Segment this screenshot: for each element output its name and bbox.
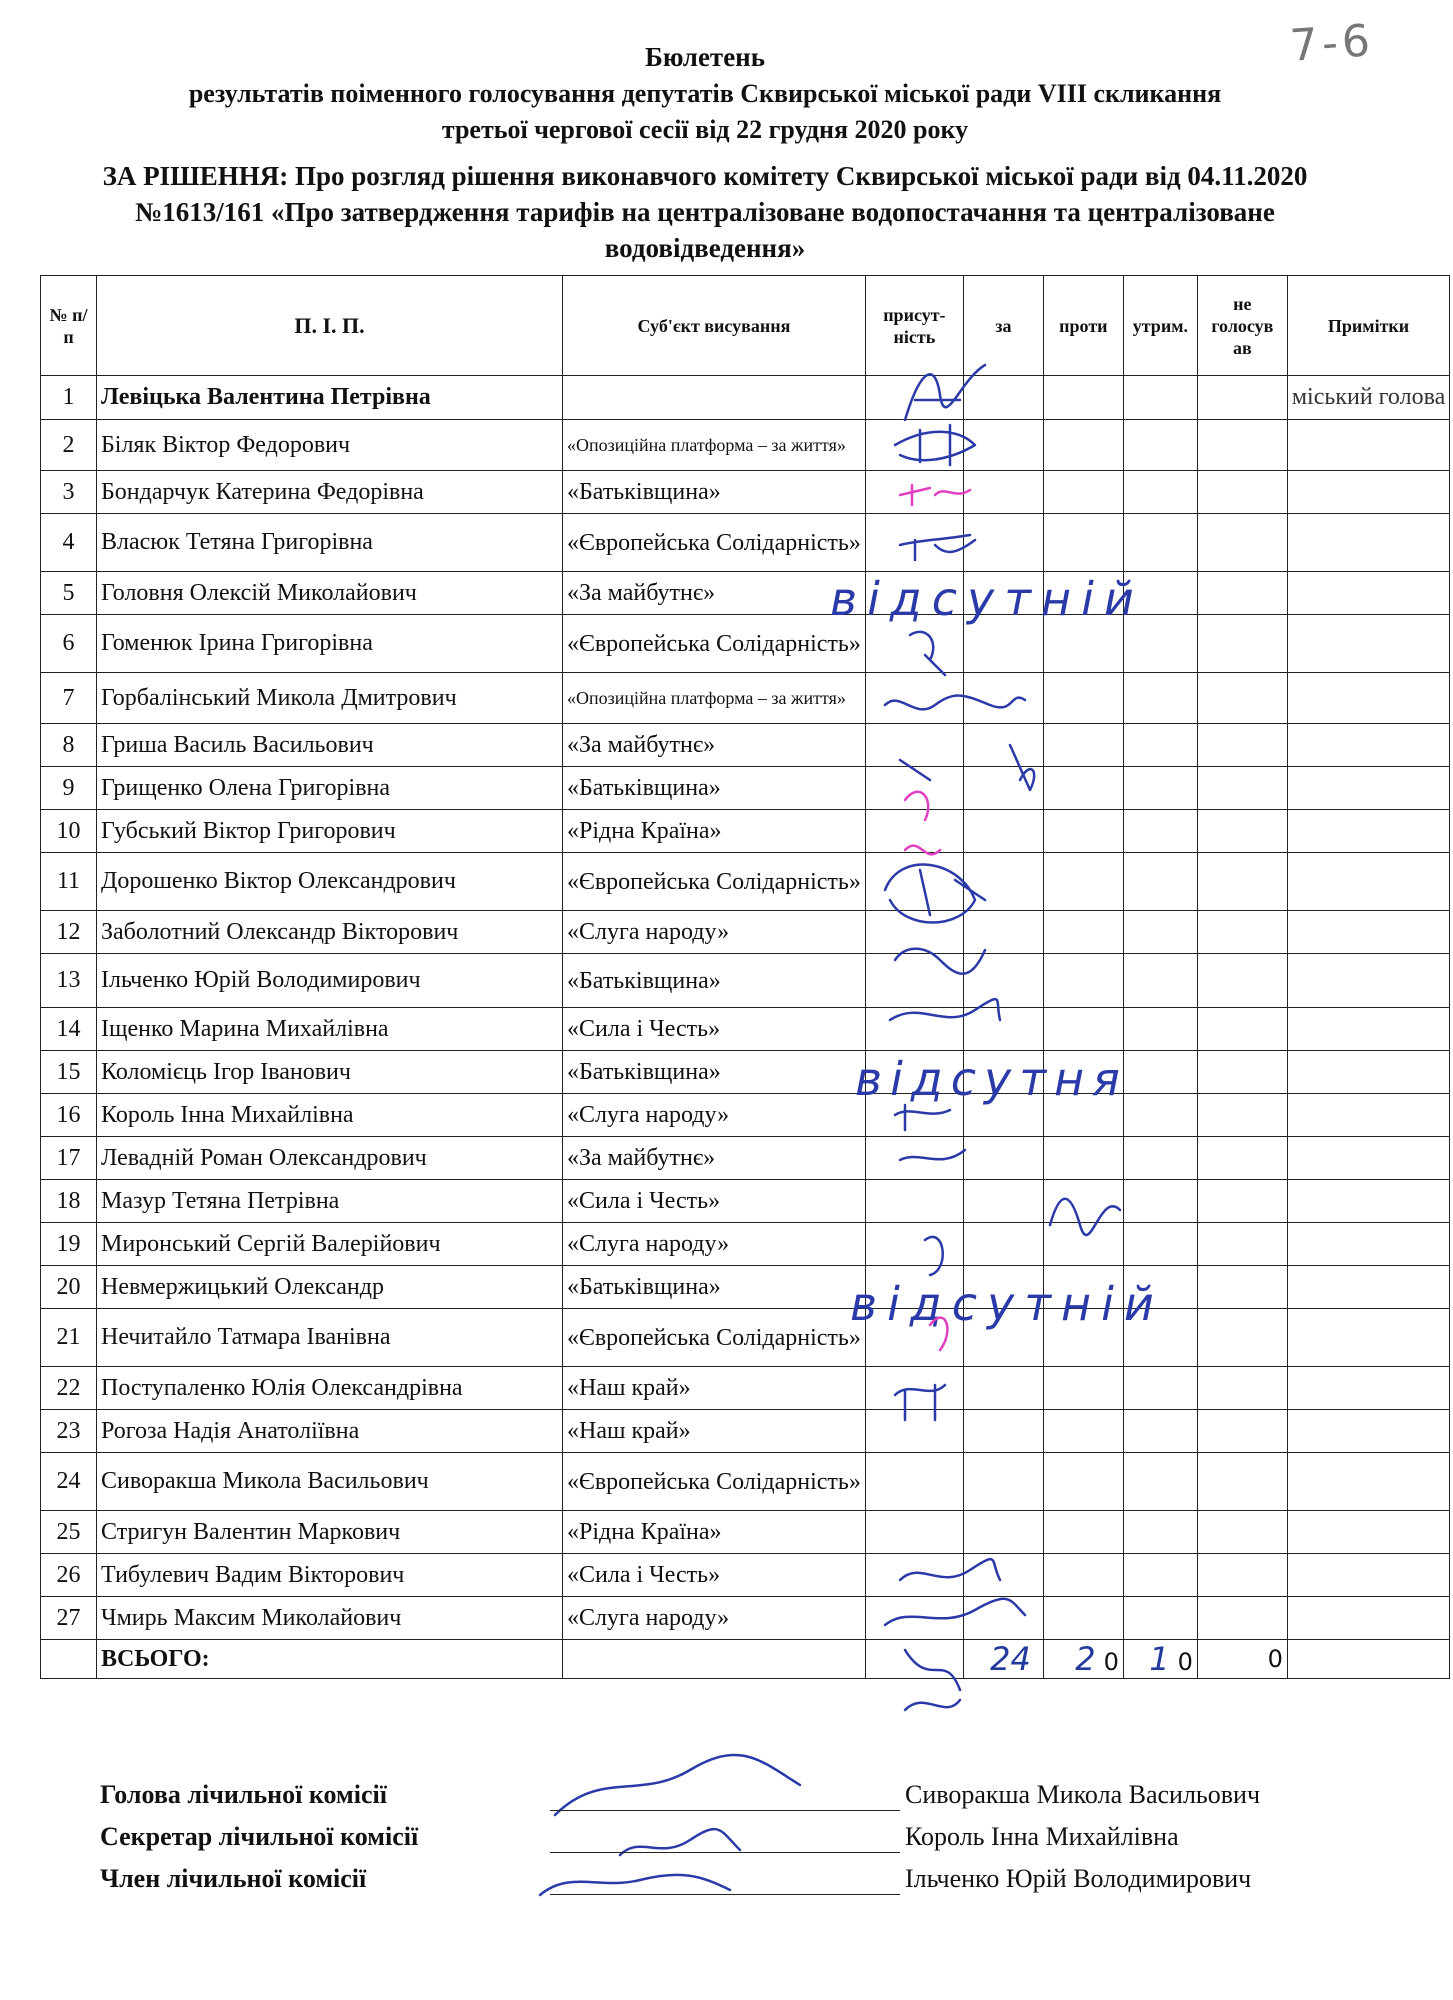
total-row — [41, 1640, 1450, 1679]
row-number: 11 — [41, 853, 97, 911]
vote-against-cell — [1043, 1597, 1123, 1640]
row-note — [1287, 1180, 1449, 1223]
deputy-name: Мазур Тетяна Петрівна — [97, 1180, 563, 1223]
not-voted-cell — [1197, 853, 1287, 911]
table-row — [41, 1554, 1450, 1597]
not-voted-cell — [1197, 911, 1287, 954]
not-voted-cell — [1197, 615, 1287, 673]
row-note — [1287, 420, 1449, 471]
deputy-name: Гоменюк Ірина Григорівна — [97, 615, 563, 673]
deputy-name: Левіцька Валентина Петрівна — [97, 376, 563, 420]
row-number: 15 — [41, 1051, 97, 1094]
deputy-name: Гриша Василь Васильович — [97, 724, 563, 767]
party-nominee: «Сила і Честь» — [563, 1554, 866, 1597]
member-label: Член лічильної комісії — [100, 1864, 367, 1893]
vote-abstain-cell — [1123, 1137, 1197, 1180]
party-nominee: «Європейська Солідарність» — [563, 1309, 866, 1367]
sig-chair — [555, 1755, 800, 1815]
not-voted-cell — [1197, 673, 1287, 724]
absent-mark-14: відсутня — [855, 1052, 1128, 1106]
vote-for-cell — [963, 724, 1043, 767]
present-cell — [865, 1410, 963, 1453]
row-note — [1287, 810, 1449, 853]
col-name: П. І. П. — [97, 276, 563, 376]
row-note — [1287, 853, 1449, 911]
table-row — [41, 471, 1450, 514]
vote-abstain-cell — [1123, 954, 1197, 1008]
total-notes — [1287, 1640, 1449, 1679]
absent-mark-5: відсутній — [830, 572, 1144, 626]
vote-against-cell — [1043, 420, 1123, 471]
vote-abstain-cell — [1123, 853, 1197, 911]
table-row — [41, 1367, 1450, 1410]
deputy-name: Бондарчук Катерина Федорівна — [97, 471, 563, 514]
vote-against-cell — [1043, 471, 1123, 514]
vote-abstain-cell — [1123, 1051, 1197, 1094]
vote-for-cell — [963, 376, 1043, 420]
deputy-name: Рогоза Надія Анатоліївна — [97, 1410, 563, 1453]
total-against-hand: 2 — [1075, 1640, 1096, 1678]
vote-abstain-cell — [1123, 673, 1197, 724]
chair-signature-line — [550, 1810, 900, 1811]
vote-against-cell — [1043, 1410, 1123, 1453]
deputy-name: Поступаленко Юлія Олександрівна — [97, 1367, 563, 1410]
row-note — [1287, 1137, 1449, 1180]
party-nominee: «Батьківщина» — [563, 1051, 866, 1094]
party-nominee: «Сила і Честь» — [563, 1180, 866, 1223]
vote-for-cell — [963, 471, 1043, 514]
col-abstain: утрим. — [1123, 276, 1197, 376]
row-note — [1287, 911, 1449, 954]
total-not-voted: 0 — [1197, 1640, 1287, 1679]
row-note — [1287, 514, 1449, 572]
vote-for-cell — [963, 1223, 1043, 1266]
vote-abstain-cell — [1123, 514, 1197, 572]
row-number: 9 — [41, 767, 97, 810]
vote-for-cell — [963, 853, 1043, 911]
present-cell — [865, 420, 963, 471]
row-note — [1287, 1051, 1449, 1094]
table-row — [41, 673, 1450, 724]
party-nominee — [563, 376, 866, 420]
present-cell — [865, 724, 963, 767]
table-row — [41, 911, 1450, 954]
party-nominee: «Європейська Солідарність» — [563, 1453, 866, 1511]
vote-abstain-cell — [1123, 420, 1197, 471]
not-voted-cell — [1197, 1094, 1287, 1137]
secretary-signature-line — [550, 1852, 900, 1853]
not-voted-cell — [1197, 1266, 1287, 1309]
table-row — [41, 1051, 1450, 1094]
vote-abstain-cell — [1123, 471, 1197, 514]
vote-for-cell — [963, 673, 1043, 724]
vote-against-cell — [1043, 376, 1123, 420]
table-row — [41, 572, 1450, 615]
row-note — [1287, 724, 1449, 767]
vote-against-cell — [1043, 724, 1123, 767]
table-row — [41, 853, 1450, 911]
vote-against-cell — [1043, 1554, 1123, 1597]
deputy-name: Губський Віктор Григорович — [97, 810, 563, 853]
not-voted-cell — [1197, 471, 1287, 514]
ballot-header — [40, 38, 1370, 266]
total-abstain-hand: 1 — [1149, 1640, 1170, 1678]
sig-row-27 — [905, 1700, 960, 1710]
party-nominee: «Європейська Солідарність» — [563, 615, 866, 673]
vote-for-cell — [963, 514, 1043, 572]
vote-abstain-cell — [1123, 1410, 1197, 1453]
total-present — [865, 1640, 963, 1679]
col-notes: Примітки — [1287, 276, 1449, 376]
row-note — [1287, 1511, 1449, 1554]
vote-for-cell — [963, 1180, 1043, 1223]
vote-for-cell — [963, 1511, 1043, 1554]
deputy-name: Стригун Валентин Маркович — [97, 1511, 563, 1554]
party-nominee: «Слуга народу» — [563, 911, 866, 954]
ballot-subtitle-1: результатів поіменного голосування депутатів Сквирської міської ради VIII скликання — [188, 79, 1222, 108]
row-number: 12 — [41, 911, 97, 954]
total-for — [963, 1640, 1043, 1679]
not-voted-cell — [1197, 810, 1287, 853]
vote-abstain-cell — [1123, 724, 1197, 767]
row-note — [1287, 1266, 1449, 1309]
row-number: 13 — [41, 954, 97, 1008]
deputy-name: Біляк Віктор Федорович — [97, 420, 563, 471]
present-cell — [865, 1554, 963, 1597]
table-row — [41, 767, 1450, 810]
vote-abstain-cell — [1123, 1367, 1197, 1410]
not-voted-cell — [1197, 1367, 1287, 1410]
table-row — [41, 1180, 1450, 1223]
party-nominee: «Сила і Честь» — [563, 1008, 866, 1051]
party-nominee: «За майбутнє» — [563, 1137, 866, 1180]
table-row — [41, 420, 1450, 471]
row-note — [1287, 767, 1449, 810]
party-nominee: «За майбутнє» — [563, 724, 866, 767]
present-cell — [865, 471, 963, 514]
decision-text: ЗА РІШЕННЯ: Про розгляд рішення виконавчого комітету Сквирської міської ради від 04.11.2020 №1613/161 «Про затвердження тарифів на централізоване водопостачання та централізоване водовідведення» — [102, 161, 1308, 263]
row-number: 1 — [41, 376, 97, 420]
deputy-name: Невмержицький Олександр — [97, 1266, 563, 1309]
deputy-name: Левадній Роман Олександрович — [97, 1137, 563, 1180]
absent-mark-19: відсутній — [850, 1277, 1164, 1331]
row-note — [1287, 1008, 1449, 1051]
ballot-title: Бюлетень — [644, 42, 766, 72]
party-nominee: «Європейська Солідарність» — [563, 853, 866, 911]
row-number: 19 — [41, 1223, 97, 1266]
table-row — [41, 1008, 1450, 1051]
not-voted-cell — [1197, 1309, 1287, 1367]
vote-against-cell — [1043, 1367, 1123, 1410]
party-nominee: «Європейська Солідарність» — [563, 514, 866, 572]
deputy-name: Ільченко Юрій Володимирович — [97, 954, 563, 1008]
col-for: за — [963, 276, 1043, 376]
vote-against-cell — [1043, 853, 1123, 911]
not-voted-cell — [1197, 954, 1287, 1008]
vote-against-cell — [1043, 810, 1123, 853]
present-cell — [865, 1180, 963, 1223]
vote-for-cell — [963, 1597, 1043, 1640]
present-cell — [865, 1597, 963, 1640]
col-num: № п/п — [41, 276, 97, 376]
vote-abstain-cell — [1123, 376, 1197, 420]
row-note — [1287, 954, 1449, 1008]
ballot-subtitle-2: третьої чергової сесії від 22 грудня 2020 року — [441, 115, 969, 144]
row-note — [1287, 1309, 1449, 1367]
table-row — [41, 615, 1450, 673]
row-number: 21 — [41, 1309, 97, 1367]
row-number: 4 — [41, 514, 97, 572]
vote-abstain-cell — [1123, 911, 1197, 954]
table-row — [41, 1309, 1450, 1367]
party-nominee: «Слуга народу» — [563, 1094, 866, 1137]
party-nominee: «Опозиційна платформа – за життя» — [563, 673, 866, 724]
vote-for-cell — [963, 1367, 1043, 1410]
vote-for-cell — [963, 1008, 1043, 1051]
not-voted-cell — [1197, 1008, 1287, 1051]
vote-against-cell — [1043, 1511, 1123, 1554]
table-header-row — [41, 276, 1450, 376]
row-note — [1287, 1453, 1449, 1511]
not-voted-cell — [1197, 420, 1287, 471]
vote-against-cell — [1043, 1137, 1123, 1180]
party-nominee: «Опозиційна платформа – за життя» — [563, 420, 866, 471]
not-voted-cell — [1197, 376, 1287, 420]
row-note — [1287, 615, 1449, 673]
deputy-name: Дорошенко Віктор Олександрович — [97, 853, 563, 911]
vote-abstain-cell — [1123, 1223, 1197, 1266]
party-nominee: «Батьківщина» — [563, 954, 866, 1008]
vote-abstain-cell — [1123, 1180, 1197, 1223]
vote-against-cell — [1043, 1223, 1123, 1266]
present-cell — [865, 1511, 963, 1554]
deputy-name: Грищенко Олена Григорівна — [97, 767, 563, 810]
present-cell — [865, 673, 963, 724]
total-party — [563, 1640, 866, 1679]
present-cell — [865, 853, 963, 911]
table-row — [41, 1137, 1450, 1180]
row-note — [1287, 572, 1449, 615]
table-row — [41, 376, 1450, 420]
row-note — [1287, 1597, 1449, 1640]
party-nominee: «Слуга народу» — [563, 1223, 866, 1266]
row-number: 18 — [41, 1180, 97, 1223]
table-row — [41, 954, 1450, 1008]
col-present: присут-ність — [865, 276, 963, 376]
vote-for-cell — [963, 767, 1043, 810]
not-voted-cell — [1197, 724, 1287, 767]
table-row — [41, 810, 1450, 853]
vote-against-cell — [1043, 767, 1123, 810]
table-row — [41, 1597, 1450, 1640]
deputy-name: Горбалінський Микола Дмитрович — [97, 673, 563, 724]
not-voted-cell — [1197, 1597, 1287, 1640]
party-nominee: «Батьківщина» — [563, 767, 866, 810]
row-number: 3 — [41, 471, 97, 514]
vote-abstain-cell — [1123, 1511, 1197, 1554]
not-voted-cell — [1197, 514, 1287, 572]
vote-abstain-cell — [1123, 1008, 1197, 1051]
row-note: міський голова — [1287, 376, 1449, 420]
total-against-printed: 0 — [1103, 1648, 1119, 1676]
deputy-name: Заболотний Олександр Вікторович — [97, 911, 563, 954]
party-nominee: «За майбутнє» — [563, 572, 866, 615]
present-cell — [865, 954, 963, 1008]
total-abstain — [1123, 1640, 1197, 1679]
member-name: Ільченко Юрій Володимирович — [905, 1864, 1252, 1893]
vote-against-cell — [1043, 514, 1123, 572]
present-cell — [865, 911, 963, 954]
row-number: 2 — [41, 420, 97, 471]
row-number: 8 — [41, 724, 97, 767]
not-voted-cell — [1197, 1223, 1287, 1266]
vote-for-cell — [963, 810, 1043, 853]
vote-against-cell — [1043, 1180, 1123, 1223]
row-number: 26 — [41, 1554, 97, 1597]
table-row — [41, 724, 1450, 767]
row-number: 14 — [41, 1008, 97, 1051]
total-spacer — [41, 1640, 97, 1679]
vote-for-cell — [963, 1137, 1043, 1180]
party-nominee: «Рідна Країна» — [563, 1511, 866, 1554]
party-nominee: «Слуга народу» — [563, 1597, 866, 1640]
party-nominee: «Наш край» — [563, 1410, 866, 1453]
table-row — [41, 1094, 1450, 1137]
vote-against-cell — [1043, 954, 1123, 1008]
vote-against-cell — [1043, 911, 1123, 954]
total-abstain-printed: 0 — [1177, 1648, 1193, 1676]
row-number: 10 — [41, 810, 97, 853]
vote-for-cell — [963, 1453, 1043, 1511]
row-number: 23 — [41, 1410, 97, 1453]
total-against — [1043, 1640, 1123, 1679]
total-for-hand: 24 — [990, 1640, 1031, 1678]
not-voted-cell — [1197, 1410, 1287, 1453]
present-cell — [865, 1008, 963, 1051]
present-cell — [865, 1453, 963, 1511]
not-voted-cell — [1197, 1511, 1287, 1554]
deputy-name: Коломієць Ігор Іванович — [97, 1051, 563, 1094]
secretary-label: Секретар лічильної комісії — [100, 1822, 419, 1851]
party-nominee: «Наш край» — [563, 1367, 866, 1410]
chair-name: Сиворакша Микола Васильович — [905, 1780, 1261, 1809]
vote-for-cell — [963, 911, 1043, 954]
secretary-name: Король Інна Михайлівна — [905, 1822, 1179, 1851]
row-note — [1287, 1410, 1449, 1453]
vote-against-cell — [1043, 1453, 1123, 1511]
sig-member — [540, 1875, 730, 1895]
vote-abstain-cell — [1123, 810, 1197, 853]
table-row — [41, 1410, 1450, 1453]
vote-abstain-cell — [1123, 1094, 1197, 1137]
vote-for-cell — [963, 1410, 1043, 1453]
deputy-name: Чмирь Максим Миколайович — [97, 1597, 563, 1640]
deputy-name: Іщенко Марина Михайлівна — [97, 1008, 563, 1051]
member-signature-line — [550, 1894, 900, 1895]
row-number: 17 — [41, 1137, 97, 1180]
deputy-name: Власюк Тетяна Григорівна — [97, 514, 563, 572]
present-cell — [865, 1223, 963, 1266]
row-note — [1287, 1223, 1449, 1266]
vote-against-cell — [1043, 673, 1123, 724]
row-number: 16 — [41, 1094, 97, 1137]
present-cell — [865, 810, 963, 853]
party-nominee: «Батьківщина» — [563, 1266, 866, 1309]
col-against: проти — [1043, 276, 1123, 376]
vote-abstain-cell — [1123, 1554, 1197, 1597]
not-voted-cell — [1197, 767, 1287, 810]
row-number: 24 — [41, 1453, 97, 1511]
vote-abstain-cell — [1123, 767, 1197, 810]
vote-abstain-cell — [1123, 1597, 1197, 1640]
deputy-name: Сиворакша Микола Васильович — [97, 1453, 563, 1511]
present-cell — [865, 1367, 963, 1410]
vote-for-cell — [963, 1554, 1043, 1597]
row-number: 27 — [41, 1597, 97, 1640]
table-row — [41, 1453, 1450, 1511]
row-note — [1287, 673, 1449, 724]
row-number: 6 — [41, 615, 97, 673]
not-voted-cell — [1197, 1137, 1287, 1180]
vote-against-cell — [1043, 1008, 1123, 1051]
row-number: 7 — [41, 673, 97, 724]
deputy-name: Тибулевич Вадим Вікторович — [97, 1554, 563, 1597]
row-number: 22 — [41, 1367, 97, 1410]
not-voted-cell — [1197, 1051, 1287, 1094]
not-voted-cell — [1197, 1453, 1287, 1511]
row-note — [1287, 1554, 1449, 1597]
table-row — [41, 1266, 1450, 1309]
deputy-name: Миронський Сергій Валерійович — [97, 1223, 563, 1266]
not-voted-cell — [1197, 1554, 1287, 1597]
table-row — [41, 514, 1450, 572]
present-cell — [865, 376, 963, 420]
table-row — [41, 1223, 1450, 1266]
page-number: 7-6 — [1288, 15, 1376, 72]
row-note — [1287, 1367, 1449, 1410]
present-cell — [865, 767, 963, 810]
deputy-name: Головня Олексій Миколайович — [97, 572, 563, 615]
table-row — [41, 1511, 1450, 1554]
vote-for-cell — [963, 954, 1043, 1008]
present-cell — [865, 514, 963, 572]
col-not-voted: не голосув ав — [1197, 276, 1287, 376]
voting-table — [40, 275, 1450, 1679]
party-nominee: «Батьківщина» — [563, 471, 866, 514]
row-number: 25 — [41, 1511, 97, 1554]
not-voted-cell — [1197, 1180, 1287, 1223]
col-party: Суб'єкт висування — [563, 276, 866, 376]
deputy-name: Нечитайло Татмара Іванівна — [97, 1309, 563, 1367]
vote-for-cell — [963, 420, 1043, 471]
party-nominee: «Рідна Країна» — [563, 810, 866, 853]
total-label: ВСЬОГО: — [97, 1640, 563, 1679]
vote-abstain-cell — [1123, 1453, 1197, 1511]
chair-label: Голова лічильної комісії — [100, 1780, 387, 1809]
present-cell — [865, 1137, 963, 1180]
row-note — [1287, 1094, 1449, 1137]
row-number: 5 — [41, 572, 97, 615]
row-note — [1287, 471, 1449, 514]
deputy-name: Король Інна Михайлівна — [97, 1094, 563, 1137]
row-number: 20 — [41, 1266, 97, 1309]
not-voted-cell — [1197, 572, 1287, 615]
